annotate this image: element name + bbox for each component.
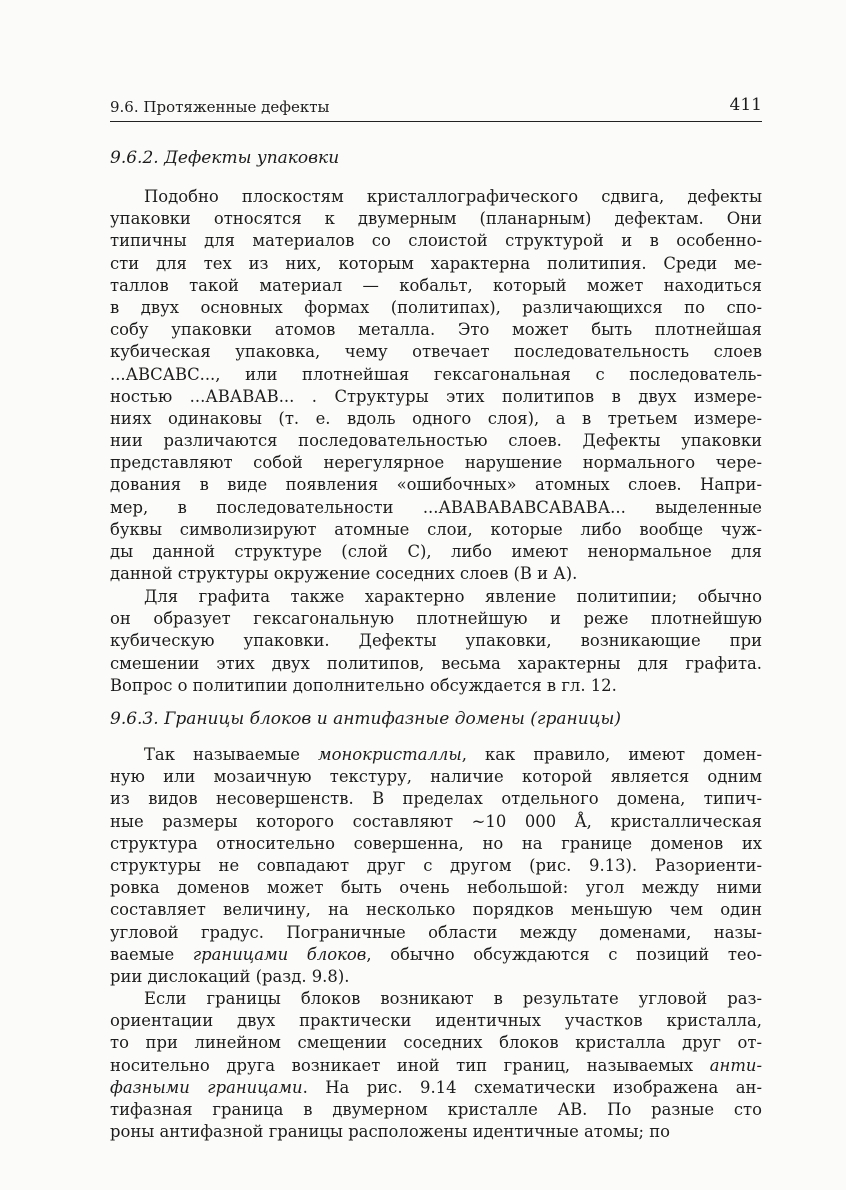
text-line: рии дислокаций (разд. 9.8). xyxy=(110,966,350,986)
text-line: структура относительно совершенна, но на границе доменов их xyxy=(110,833,762,853)
text-line: из видов несовершенств. В пределах отдельного домена, типич- xyxy=(110,789,762,809)
text-line: в двух основных формах (политипах), различающихся по спо- xyxy=(110,297,762,317)
text-line: составляет величину, на несколько порядков меньшую чем один xyxy=(110,900,762,920)
text-line: роны антифазной границы расположены идентичные атомы; по xyxy=(110,1122,671,1142)
text-line: ды данной структуре (слой С), либо имеют ненормальное для xyxy=(110,542,762,561)
text-line: Так называемые монокристаллы, как правило, имеют домен- xyxy=(144,745,762,764)
paragraph-antiphase-boundaries xyxy=(110,988,762,1143)
text-line: тифазная граница в двумерном кристалле АВ. По разные сто xyxy=(110,1099,762,1119)
running-head-title: 9.6. Протяженные дефекты xyxy=(110,98,330,116)
text-line: угловой градус. Пограничные области между доменами, назы- xyxy=(110,922,762,942)
text-line: смешении этих двух политипов, весьма характерны для графита. xyxy=(110,653,762,673)
text-line: мер, в последовательности ...АВАВАВАВСАВАВА... выделенные xyxy=(110,497,762,517)
text-line: данной структуры окружение соседних слоев (В и А). xyxy=(110,564,578,584)
text-line: кубическая упаковка, чему отвечает последовательность слоев xyxy=(110,342,762,362)
paragraph-block-boundaries xyxy=(110,744,762,988)
text-line: таллов такой материал — кобальт, который может находиться xyxy=(110,275,762,295)
text-line: ориентации двух практически идентичных участков кристалла, xyxy=(110,1011,762,1031)
text-line: Если границы блоков возникают в результате угловой раз- xyxy=(144,989,762,1008)
text-line: представляют собой нерегулярное нарушение нормального чере- xyxy=(110,453,762,473)
text-line: дования в виде появления «ошибочных» атомных слоев. Напри- xyxy=(110,475,762,495)
text-line: он образует гексагональную плотнейшую и реже плотнейшую xyxy=(110,609,762,629)
text-line: типичны для материалов со слоистой структурой и в особенно- xyxy=(110,231,762,251)
text-line: Подобно плоскостям кристаллографического сдвига, дефекты xyxy=(144,187,762,206)
paragraph-graphite xyxy=(110,586,762,697)
text-line: ровка доменов может быть очень небольшой: угол между ними xyxy=(110,878,762,898)
text-line: ную или мозаичную текстуру, наличие которой является одним xyxy=(110,767,762,787)
text-line: ные размеры которого составляют ~10 000 Å, кристаллическая xyxy=(110,811,762,831)
text-line: собу упаковки атомов металла. Это может быть плотнейшая xyxy=(110,320,762,340)
text-line: ниях одинаковы (т. е. вдоль одного слоя), а в третьем измере- xyxy=(110,408,762,428)
text-line: ностью ...АВАВАВ... . Структуры этих политипов в двух измере- xyxy=(110,386,762,406)
text-line: структуры не совпадают друг с другом (рис. 9.13). Разориенти- xyxy=(110,855,762,875)
page xyxy=(110,0,762,1190)
text-line: то при линейном смещении соседних блоков кристалла друг от- xyxy=(110,1033,762,1053)
section-heading-9-6-2: 9.6.2. Дефекты упаковки xyxy=(110,148,340,168)
text-line: Для графита также характерно явление политипии; обычно xyxy=(144,587,762,606)
text-line: упаковки относятся к двумерным (планарным) дефектам. Они xyxy=(110,209,762,229)
header-rule xyxy=(110,121,762,122)
text-line: нии различаются последовательностью слоев. Дефекты упаковки xyxy=(110,431,762,451)
text-line: сти для тех из них, которым характерна политипия. Среди ме- xyxy=(110,253,762,273)
running-head xyxy=(110,96,762,122)
text-line: кубическую упаковки. Дефекты упаковки, возникающие при xyxy=(110,631,762,651)
paragraph-stacking-faults xyxy=(110,186,762,585)
section-heading-9-6-3: 9.6.3. Границы блоков и антифазные домены (границы) xyxy=(110,709,622,729)
text-line: ваемые границами блоков, обычно обсуждаются с позиций тео- xyxy=(110,944,763,964)
text-line: Вопрос о политипии дополнительно обсуждается в гл. 12. xyxy=(110,675,617,695)
text-line: ...АВСАВС..., или плотнейшая гексагональная с последователь- xyxy=(110,364,762,384)
text-line: буквы символизируют атомные слои, которые либо вообще чуж- xyxy=(110,519,762,539)
text-line: фазными границами. На рис. 9.14 схематически изображена ан- xyxy=(110,1077,762,1097)
page-number: 411 xyxy=(729,95,762,115)
text-line: носительно друга возникает иной тип границ, называемых анти- xyxy=(110,1055,762,1075)
